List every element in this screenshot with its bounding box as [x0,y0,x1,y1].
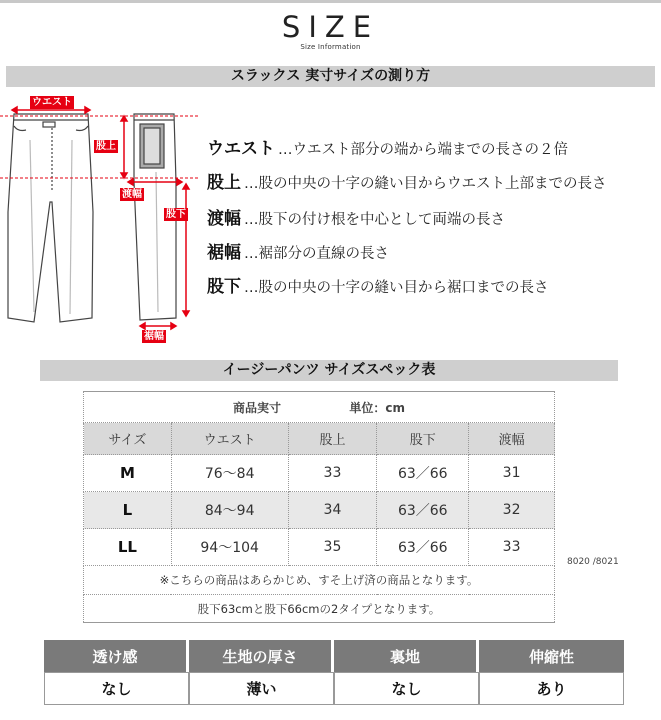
unit-label: 単位：cm [349,400,405,415]
waist-label: ウエスト [32,97,72,108]
table-cell: LL [84,529,172,566]
hemmed-note: ※こちらの商品はあらかじめ、すそ上げ済の商品となります。 [84,566,555,595]
size-subheading: Size Information [300,43,361,51]
page-title [0,10,661,51]
definition-term: 渡幅 [207,209,241,229]
size-heading: SIZE [281,10,380,44]
column-header: サイズ [84,423,172,455]
top-divider [0,0,661,3]
hem-label: 裾幅 [144,331,164,342]
table-cell: 31 [469,455,555,492]
table-cell: 63／66 [377,455,469,492]
feature-value: なし [334,672,479,705]
definition-term: ウエスト [207,139,275,159]
actual-size-label: 商品実寸 [232,400,281,415]
inseam-types-note: 股下63cmと股下66cmの2タイプとなります。 [84,595,555,623]
features-header-row [44,640,624,672]
column-header: 股上 [288,423,377,455]
table-cell: 33 [469,529,555,566]
table-cell: 32 [469,492,555,529]
table-cell: 34 [288,492,377,529]
definition-rise [207,168,607,193]
table-cell: 94～104 [171,529,288,566]
table-cell: 33 [288,455,377,492]
definition-term: 裾幅 [207,243,241,263]
spec-section-title: イージーパンツ サイズスペック表 [40,360,618,381]
definition-term: 股下 [207,277,241,297]
feature-value: 薄い [189,672,334,705]
definition-desc: …股下の付け根を中心として両端の長さ [244,212,505,228]
trouser-drawing [0,92,210,352]
definition-hem [207,238,389,263]
table-row [84,455,555,492]
definition-inseam [207,272,549,297]
table-row [84,492,555,529]
definition-desc: …ウエスト部分の端から端までの長さの２倍 [278,142,568,158]
trouser-diagram [0,92,210,352]
table-note-row [84,566,555,595]
inseam-label: 股下 [166,209,186,220]
feature-header: 透け感 [44,640,189,672]
size-spec-table [83,391,555,623]
table-label-row [84,392,555,423]
column-header: 股下 [377,423,469,455]
product-code: 8020 /8021 [567,557,619,567]
column-header: 渡幅 [469,423,555,455]
feature-header: 伸縮性 [479,640,624,672]
definition-term: 股上 [207,173,241,193]
features-value-row [44,672,624,705]
feature-value: なし [44,672,189,705]
front-pants-illustration [8,114,93,322]
table-note-row [84,595,555,623]
definition-thigh [207,204,505,229]
table-cell: L [84,492,172,529]
table-cell: 63／66 [377,529,469,566]
definition-desc: …裾部分の直線の長さ [244,246,389,262]
table-header-row [84,423,555,455]
measure-section-title: スラックス 実寸サイズの測り方 [6,66,655,87]
column-header: ウエスト [171,423,288,455]
table-label-cell [84,392,555,423]
table-cell: 76～84 [171,455,288,492]
table-row [84,529,555,566]
fabric-features-table [44,640,624,705]
table-cell: M [84,455,172,492]
table-cell: 84～94 [171,492,288,529]
table-cell: 35 [288,529,377,566]
rise-label: 股上 [96,141,116,152]
table-cell: 63／66 [377,492,469,529]
definition-desc: …股の中央の十字の縫い目から裾口までの長さ [244,280,549,296]
definition-waist [207,134,568,159]
feature-header: 生地の厚さ [189,640,334,672]
feature-value: あり [479,672,624,705]
feature-header: 裏地 [334,640,479,672]
thigh-label: 渡幅 [122,189,142,200]
definition-desc: …股の中央の十字の縫い目からウエスト上部までの長さ [244,176,607,192]
